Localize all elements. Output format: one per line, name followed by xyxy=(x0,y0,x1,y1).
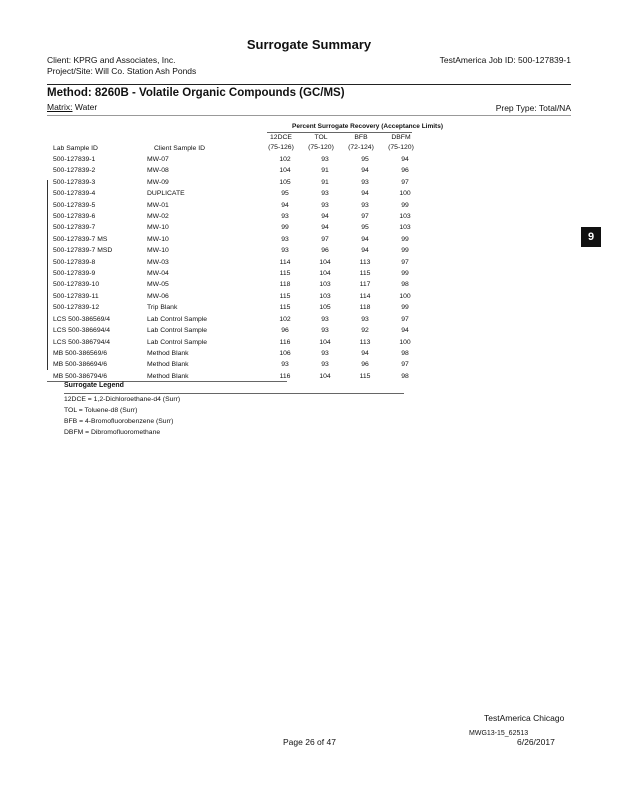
recovery-tol-cell: 93 xyxy=(321,315,329,323)
lab-sample-id-cell: 500-127839-5 xyxy=(53,201,96,209)
column-group-rule xyxy=(267,132,412,133)
col-bfb-name: BFB xyxy=(354,134,368,141)
section-tab[interactable]: 9 xyxy=(581,227,601,247)
col-dbfm-name: DBFM xyxy=(391,134,411,141)
lab-sample-id-cell: 500-127839-11 xyxy=(53,292,99,300)
table-row xyxy=(47,325,425,336)
recovery-dbfm-cell: 94 xyxy=(401,156,409,163)
method-heading: Method: 8260B - Volatile Organic Compounds (GC/MS) xyxy=(47,87,345,99)
recovery-bfb-cell: 94 xyxy=(361,247,369,255)
prep-type: Prep Type: Total/NA xyxy=(495,103,571,113)
recovery-tol-cell: 96 xyxy=(321,247,329,255)
recovery-dbfm-cell: 99 xyxy=(401,201,409,209)
table-row xyxy=(47,268,425,279)
recovery-bfb-cell: 95 xyxy=(361,156,369,163)
recovery-bfb-cell: 96 xyxy=(361,361,369,369)
recovery-bfb-cell: 113 xyxy=(359,338,371,346)
recovery-bfb-cell: 94 xyxy=(361,349,369,357)
col-client-sample-id: Client Sample ID xyxy=(154,145,205,152)
recovery-12dce-cell: 104 xyxy=(279,167,291,175)
project-site: Project/Site: Will Co. Station Ash Ponds xyxy=(47,66,197,76)
table-row xyxy=(47,359,425,370)
recovery-bfb-cell: 95 xyxy=(361,224,369,232)
recovery-bfb-cell: 93 xyxy=(361,315,369,323)
legend-title: Surrogate Legend xyxy=(64,382,124,389)
client-sample-id-cell: MW-02 xyxy=(147,213,169,221)
recovery-bfb-cell: 94 xyxy=(361,167,369,175)
recovery-bfb-cell: 115 xyxy=(359,372,371,380)
job-id: TestAmerica Job ID: 500-127839-1 xyxy=(439,55,571,65)
recovery-bfb-cell: 93 xyxy=(361,201,369,209)
footer-lab-name: TestAmerica Chicago xyxy=(484,713,565,723)
lab-sample-id-cell: 500-127839-6 xyxy=(53,213,96,221)
lab-sample-id-cell: LCS 500-386794/4 xyxy=(53,338,111,346)
recovery-bfb-cell: 115 xyxy=(359,270,371,278)
recovery-12dce-cell: 105 xyxy=(279,178,291,186)
recovery-dbfm-cell: 97 xyxy=(401,315,409,323)
recovery-bfb-cell: 117 xyxy=(359,281,371,289)
client-sample-id-cell: MW-09 xyxy=(147,178,169,186)
client-sample-id-cell: MW-01 xyxy=(147,201,169,209)
surrogate-table xyxy=(47,154,425,382)
table-row xyxy=(47,222,425,233)
recovery-dbfm-cell: 99 xyxy=(401,304,409,312)
recovery-bfb-cell: 92 xyxy=(361,327,369,335)
lab-sample-id-cell: LCS 500-386694/4 xyxy=(53,327,111,335)
client-sample-id-cell: Lab Control Sample xyxy=(147,327,208,335)
recovery-12dce-cell: 115 xyxy=(279,270,291,278)
recovery-dbfm-cell: 98 xyxy=(401,372,409,380)
lab-sample-id-cell: MB 500-386694/6 xyxy=(53,361,108,369)
recovery-tol-cell: 103 xyxy=(319,292,331,300)
footer-date: 6/26/2017 xyxy=(517,737,555,747)
table-row xyxy=(47,154,425,165)
table-row xyxy=(47,245,425,256)
lab-sample-id-cell: 500-127839-7 MS xyxy=(53,235,108,243)
table-row xyxy=(47,177,425,188)
table-row xyxy=(47,291,425,302)
recovery-tol-cell: 93 xyxy=(321,327,329,335)
recovery-tol-cell: 93 xyxy=(321,156,329,163)
footer-doc-code: MWG13-15_62513 xyxy=(469,730,529,737)
recovery-bfb-cell: 94 xyxy=(361,235,369,243)
recovery-dbfm-cell: 98 xyxy=(401,281,409,289)
table-row xyxy=(47,234,425,245)
client-sample-id-cell: Lab Control Sample xyxy=(147,338,208,346)
recovery-12dce-cell: 93 xyxy=(281,361,289,369)
recovery-dbfm-cell: 99 xyxy=(401,270,409,278)
recovery-12dce-cell: 95 xyxy=(281,190,289,198)
matrix xyxy=(47,102,97,112)
table-row xyxy=(47,165,425,176)
recovery-12dce-cell: 116 xyxy=(279,372,291,380)
client-sample-id-cell: Method Blank xyxy=(147,361,189,369)
client-sample-id-cell: Trip Blank xyxy=(147,304,178,312)
recovery-tol-cell: 93 xyxy=(321,190,329,198)
recovery-12dce-cell: 94 xyxy=(281,201,289,209)
footer-page-number: Page 26 of 47 xyxy=(283,737,336,747)
recovery-tol-cell: 105 xyxy=(319,304,331,312)
col-lab-sample-id: Lab Sample ID xyxy=(53,145,98,152)
col-dbfm-limits: (75-120) xyxy=(388,144,414,151)
client-sample-id-cell: MW-03 xyxy=(147,258,169,266)
client-sample-id-cell: MW-06 xyxy=(147,292,169,300)
recovery-tol-cell: 94 xyxy=(321,213,329,221)
table-row xyxy=(47,257,425,268)
col-tol-limits: (75-120) xyxy=(308,144,334,151)
lab-sample-id-cell: 500-127839-10 xyxy=(53,281,100,289)
client-sample-id-cell: MW-08 xyxy=(147,167,169,175)
recovery-tol-cell: 97 xyxy=(321,235,329,243)
recovery-dbfm-cell: 99 xyxy=(401,247,409,255)
table-row xyxy=(47,302,425,313)
table-row xyxy=(47,314,425,325)
table-row xyxy=(47,211,425,222)
lab-sample-id-cell: 500-127839-4 xyxy=(53,190,96,198)
legend-item: 12DCE = 1,2-Dichloroethane-d4 (Surr) xyxy=(64,396,181,403)
recovery-tol-cell: 104 xyxy=(319,372,331,380)
client-sample-id-cell: DUPLICATE xyxy=(147,190,185,198)
recovery-bfb-cell: 114 xyxy=(359,292,371,300)
recovery-dbfm-cell: 96 xyxy=(401,167,409,175)
recovery-12dce-cell: 96 xyxy=(281,327,289,335)
table-row xyxy=(47,337,425,348)
col-bfb-limits: (72-124) xyxy=(348,144,374,151)
recovery-12dce-cell: 102 xyxy=(279,156,291,163)
recovery-tol-cell: 104 xyxy=(319,338,331,346)
recovery-tol-cell: 91 xyxy=(321,167,329,175)
client-sample-id-cell: Method Blank xyxy=(147,372,189,380)
recovery-12dce-cell: 102 xyxy=(279,315,291,323)
lab-sample-id-cell: 500-127839-7 MSD xyxy=(53,247,113,255)
recovery-dbfm-cell: 94 xyxy=(401,327,409,335)
legend-item: TOL = Toluene-d8 (Surr) xyxy=(64,407,138,414)
client-sample-id-cell: MW-10 xyxy=(147,235,169,243)
recovery-dbfm-cell: 97 xyxy=(401,258,409,266)
recovery-12dce-cell: 99 xyxy=(281,224,289,232)
lab-sample-id-cell: 500-127839-9 xyxy=(53,270,96,278)
recovery-tol-cell: 94 xyxy=(321,224,329,232)
client-sample-id-cell: MW-07 xyxy=(147,156,169,163)
recovery-12dce-cell: 115 xyxy=(279,292,291,300)
client-sample-id-cell: MW-10 xyxy=(147,247,169,255)
recovery-dbfm-cell: 97 xyxy=(401,361,409,369)
table-row xyxy=(47,188,425,199)
recovery-dbfm-cell: 99 xyxy=(401,235,409,243)
recovery-tol-cell: 91 xyxy=(321,178,329,186)
section-divider xyxy=(47,115,571,116)
legend-item: BFB = 4-Bromofluorobenzene (Surr) xyxy=(64,418,174,425)
recovery-tol-cell: 93 xyxy=(321,349,329,357)
client-sample-id-cell: MW-10 xyxy=(147,224,169,232)
lab-sample-id-cell: 500-127839-8 xyxy=(53,258,96,266)
recovery-bfb-cell: 93 xyxy=(361,178,369,186)
lab-sample-id-cell: 500-127839-12 xyxy=(53,304,100,312)
header-divider xyxy=(47,84,571,85)
legend-rule xyxy=(64,393,404,394)
legend-item: DBFM = Dibromofluoromethane xyxy=(64,429,161,436)
lab-sample-id-cell: 500-127839-2 xyxy=(53,167,96,175)
recovery-12dce-cell: 93 xyxy=(281,247,289,255)
client-sample-id-cell: MW-04 xyxy=(147,270,169,278)
col-12dce-name: 12DCE xyxy=(270,134,292,141)
recovery-dbfm-cell: 100 xyxy=(399,338,411,346)
recovery-tol-cell: 104 xyxy=(319,270,331,278)
recovery-dbfm-cell: 103 xyxy=(399,224,411,232)
lab-sample-id-cell: MB 500-386569/6 xyxy=(53,349,108,357)
col-12dce-limits: (75-126) xyxy=(268,144,294,151)
recovery-dbfm-cell: 98 xyxy=(401,349,409,357)
recovery-12dce-cell: 118 xyxy=(279,281,291,289)
lab-sample-id-cell: 500-127839-3 xyxy=(53,178,96,186)
client-sample-id-cell: Lab Control Sample xyxy=(147,315,208,323)
recovery-tol-cell: 103 xyxy=(319,281,331,289)
recovery-12dce-cell: 106 xyxy=(279,349,291,357)
matrix-value: Water xyxy=(74,102,98,112)
lab-sample-id-cell: 500-127839-7 xyxy=(53,224,96,232)
recovery-12dce-cell: 115 xyxy=(279,304,291,312)
lab-sample-id-cell: LCS 500-386569/4 xyxy=(53,315,111,323)
recovery-tol-cell: 104 xyxy=(319,258,331,266)
recovery-tol-cell: 93 xyxy=(321,361,329,369)
page-title: Surrogate Summary xyxy=(246,37,372,52)
recovery-12dce-cell: 114 xyxy=(279,258,291,266)
recovery-12dce-cell: 116 xyxy=(279,338,291,346)
recovery-bfb-cell: 97 xyxy=(361,213,369,221)
table-row xyxy=(47,279,425,290)
recovery-12dce-cell: 93 xyxy=(281,213,289,221)
recovery-dbfm-cell: 100 xyxy=(399,292,411,300)
lab-sample-id-cell: 500-127839-1 xyxy=(53,156,96,163)
lab-sample-id-cell: MB 500-386794/6 xyxy=(53,372,108,380)
client-name: Client: KPRG and Associates, Inc. xyxy=(47,55,176,65)
recovery-dbfm-cell: 100 xyxy=(399,190,411,198)
col-tol-name: TOL xyxy=(314,134,328,141)
table-row xyxy=(47,200,425,211)
recovery-12dce-cell: 93 xyxy=(281,235,289,243)
recovery-dbfm-cell: 103 xyxy=(399,213,411,221)
client-sample-id-cell: Method Blank xyxy=(147,349,189,357)
recovery-dbfm-cell: 97 xyxy=(401,178,409,186)
matrix-label: Matrix: xyxy=(47,102,73,112)
client-sample-id-cell: MW-05 xyxy=(147,281,169,289)
recovery-bfb-cell: 118 xyxy=(359,304,371,312)
table-row xyxy=(47,348,425,359)
recovery-bfb-cell: 94 xyxy=(361,190,369,198)
recovery-tol-cell: 93 xyxy=(321,201,329,209)
recovery-bfb-cell: 113 xyxy=(359,258,371,266)
column-group-header: Percent Surrogate Recovery (Acceptance Limits) xyxy=(292,123,443,130)
